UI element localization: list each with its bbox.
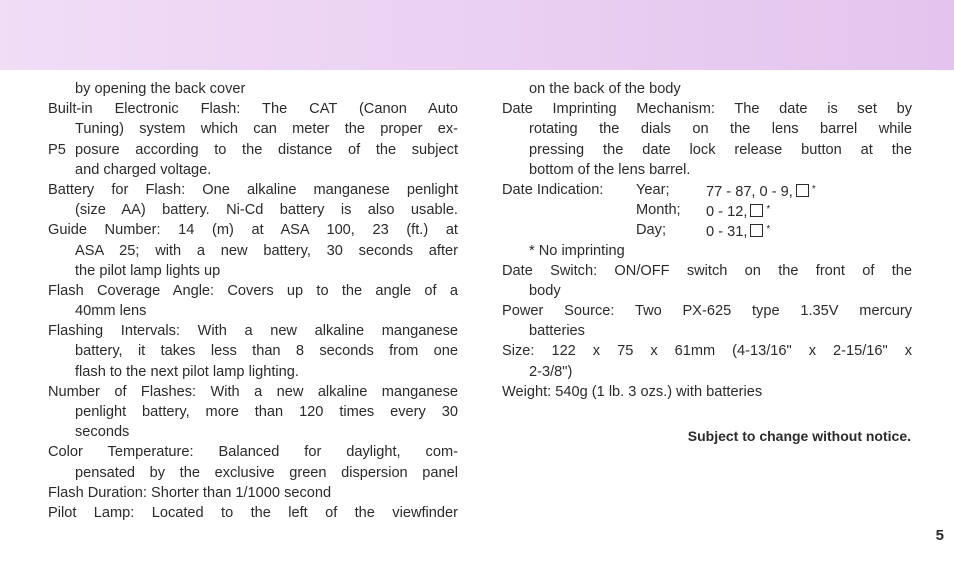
month-label: Month;	[636, 202, 681, 219]
date-indication-label: Date Indication:	[502, 181, 604, 198]
date-indication-month-row	[502, 200, 912, 220]
spec-line-with-mark	[48, 140, 458, 160]
spec-line: Color Temperature: Balanced for daylight, com-	[48, 444, 458, 461]
spec-line: Built-in Electronic Flash: The CAT (Canon Auto	[48, 101, 458, 118]
spec-line: pressing the date lock release button at the	[529, 141, 912, 158]
day-value: 0 - 31,	[706, 224, 748, 241]
spec-line: seconds	[75, 424, 130, 441]
spec-line: posure according to the distance of the subject	[75, 141, 458, 158]
page-number: 5	[935, 527, 944, 544]
spec-line: by opening the back cover	[75, 81, 246, 97]
spec-line: bottom of the lens barrel.	[529, 161, 691, 178]
spec-line: pensated by the exclusive green dispersion panel	[75, 464, 458, 481]
spec-line: Guide Number: 14 (m) at ASA 100, 23 (ft.) at	[48, 222, 458, 239]
spec-line: on the back of the body	[529, 81, 681, 97]
year-value-group	[706, 180, 816, 202]
spec-line: the pilot lamp lights up	[75, 262, 221, 279]
spec-line: body	[529, 282, 561, 299]
spec-line: Flashing Intervals: With a new alkaline manganese	[48, 323, 458, 340]
blank-box-icon	[750, 204, 763, 217]
footnote: * No imprinting	[529, 242, 625, 259]
blank-box-icon	[796, 184, 809, 197]
spec-line: ASA 25; with a new battery, 30 seconds after	[75, 242, 458, 259]
spec-line: Weight: 540g (1 lb. 3 ozs.) with batteries	[502, 383, 763, 400]
spec-line: (size AA) battery. Ni-Cd battery is also usable.	[75, 202, 458, 219]
spec-line: Date Switch: ON/OFF switch on the front of the	[502, 262, 912, 279]
month-value-group	[706, 200, 770, 222]
date-indication-year-row	[502, 180, 912, 200]
spec-line: Flash Coverage Angle: Covers up to the angle of a	[48, 282, 458, 299]
spec-line: 2-3/8")	[529, 363, 573, 380]
spec-line: Date Imprinting Mechanism: The date is set by	[502, 101, 912, 118]
spec-line: 40mm lens	[75, 303, 147, 320]
blank-box-icon	[750, 224, 763, 237]
spec-line: batteries	[529, 323, 585, 340]
spec-line: Tuning) system which can meter the proper ex-	[75, 121, 458, 138]
spec-line: battery, it takes less than 8 seconds from one	[75, 343, 458, 360]
asterisk: *	[766, 204, 771, 216]
spec-line: Size: 122 x 75 x 61mm (4-13/16" x 2-15/16" x	[502, 343, 912, 360]
day-value-group	[706, 220, 770, 242]
right-column	[502, 79, 912, 402]
date-indication-day-row	[502, 220, 912, 240]
spec-line: penlight battery, more than 120 times every 30	[75, 404, 458, 420]
spec-line: Battery for Flash: One alkaline manganese penlight	[48, 181, 458, 198]
year-value: 77 - 87, 0 - 9,	[706, 183, 793, 200]
asterisk: *	[811, 183, 816, 195]
asterisk: *	[766, 224, 771, 236]
change-notice: Subject to change without notice.	[687, 428, 911, 444]
year-label: Year;	[636, 181, 670, 198]
spec-line: Pilot Lamp: Located to the left of the viewfinder	[48, 504, 458, 521]
spec-line: Flash Duration: Shorter than 1/1000 second	[48, 484, 332, 501]
spec-line: Power Source: Two PX-625 type 1.35V mercury	[502, 303, 912, 320]
header-band	[0, 0, 954, 70]
margin-mark: P5	[48, 141, 66, 158]
spec-line: and charged voltage.	[75, 161, 212, 178]
spec-line: Number of Flashes: With a new alkaline manganese	[48, 383, 458, 400]
spec-line: rotating the dials on the lens barrel while	[529, 121, 912, 138]
month-value: 0 - 12,	[706, 204, 748, 221]
day-label: Day;	[636, 222, 667, 239]
left-column	[48, 79, 458, 523]
spec-line: flash to the next pilot lamp lighting.	[75, 363, 299, 380]
